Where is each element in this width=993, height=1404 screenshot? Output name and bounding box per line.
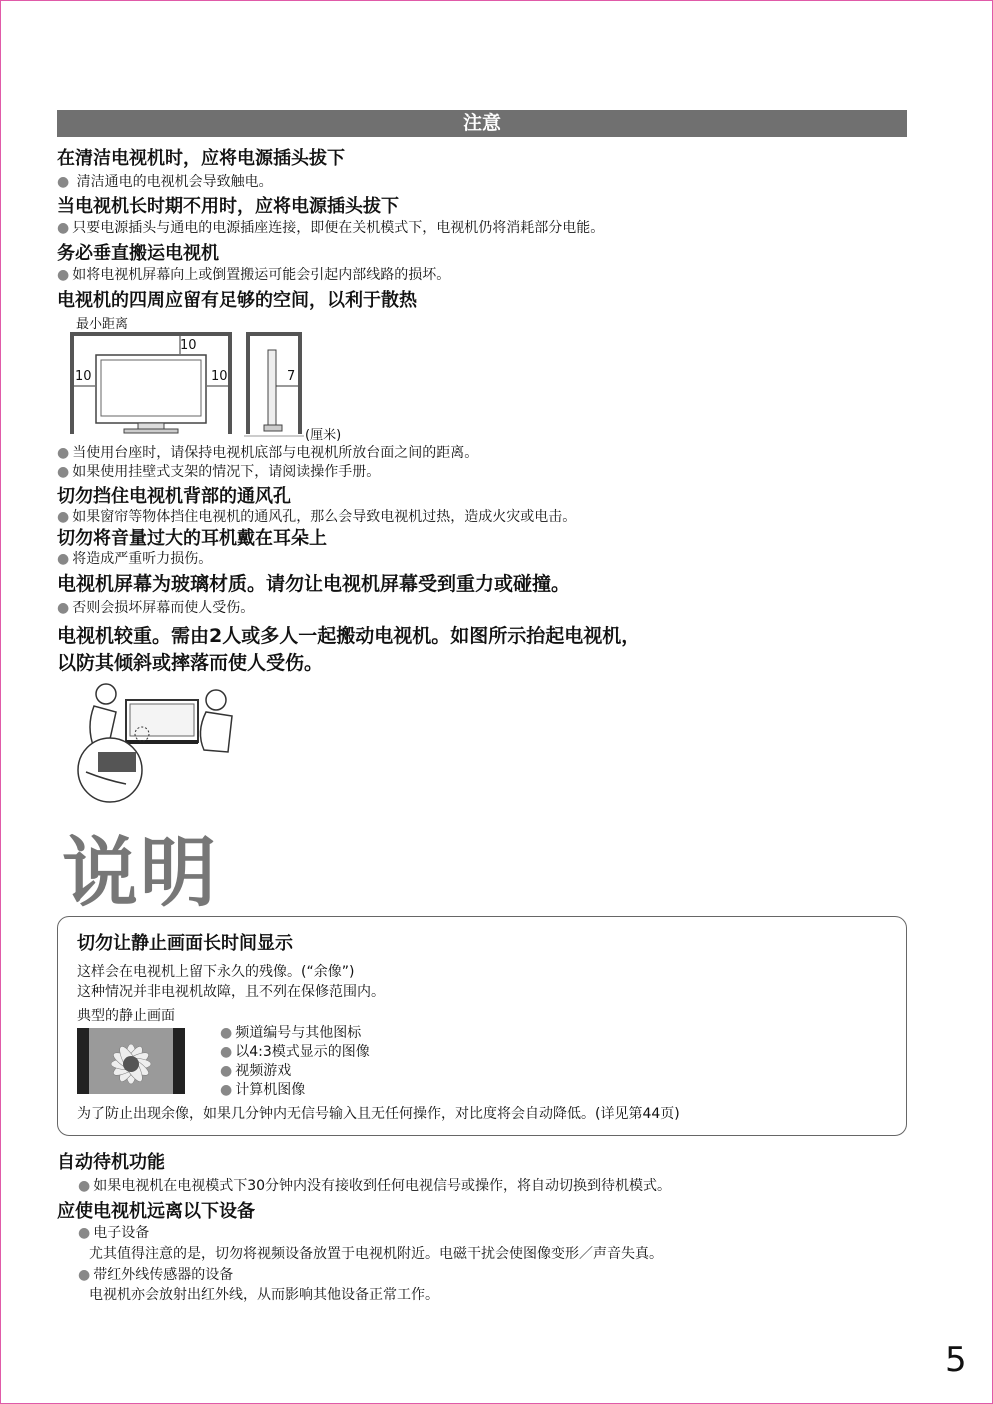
- bullet-icon: ●: [220, 1063, 233, 1079]
- bullet-electronic: [78, 1222, 149, 1242]
- bullet-wall-bracket: [57, 461, 380, 481]
- bullet-icon: ●: [57, 174, 70, 190]
- heading-auto-standby: 自动待机功能: [57, 1152, 165, 1173]
- static-image-example: [77, 1028, 185, 1094]
- heading-heavy-l2: 以防其倾斜或摔落而使人受伤。: [57, 652, 324, 674]
- list-item-text: 频道编号与其他图标: [235, 1025, 362, 1041]
- heading-vents: 切勿挡住电视机背部的通风孔: [57, 486, 291, 507]
- heading-long-unused: 当电视机长时期不用时，应将电源插头拔下: [57, 196, 399, 217]
- dim-right: 10: [211, 369, 228, 384]
- bullet-long-unused: [57, 217, 604, 237]
- list-item: [220, 1041, 370, 1061]
- box-p2: 这种情况并非电视机故障，且不列在保修范围内。: [77, 984, 385, 1000]
- box-p1: 这样会在电视机上留下永久的残像。(“余像”): [77, 964, 355, 980]
- bullet-icon: ●: [57, 445, 70, 461]
- caution-banner: 注意: [57, 110, 907, 137]
- heading-vertical-carry: 务必垂直搬运电视机: [57, 243, 219, 264]
- page-number: 5: [945, 1340, 967, 1380]
- side-view-illustration: [244, 334, 304, 436]
- list-item: [220, 1022, 361, 1042]
- min-distance-label: 最小距离: [76, 317, 129, 332]
- bullet-text: 清洁通电的电视机会导致触电。: [76, 174, 273, 190]
- bullet-text: 如将电视机屏幕向上或倒置搬运可能会引起内部线路的损坏。: [72, 267, 451, 283]
- bullet-vertical-carry: [57, 264, 450, 284]
- bullet-icon: ●: [57, 267, 70, 283]
- two-person-lift-illustration: [76, 682, 246, 812]
- front-view-illustration: [72, 334, 230, 434]
- heading-keep-away: 应使电视机远离以下设备: [57, 1201, 255, 1222]
- bullet-text: 将造成严重听力损伤。: [72, 551, 213, 567]
- bullet-auto-standby: [78, 1175, 671, 1195]
- bullet-stand: [57, 442, 478, 462]
- bullet-icon: ●: [57, 551, 70, 567]
- bullet-vents: [57, 506, 576, 526]
- bullet-text: 如果窗帘等物体挡住电视机的通风孔，那么会导致电视机过热，造成火灾或电击。: [72, 509, 577, 525]
- bullet-text: 如果使用挂壁式支架的情况下，请阅读操作手册。: [72, 464, 381, 480]
- bullet-icon: ●: [57, 464, 70, 480]
- notes-title: 说明: [62, 828, 218, 917]
- dim-back: 7: [287, 369, 296, 384]
- bullet-icon: ●: [220, 1025, 233, 1041]
- heading-ventilation-space: 电视机的四周应留有足够的空间，以利于散热: [57, 290, 417, 311]
- bullet-icon: ●: [220, 1082, 233, 1098]
- typical-label: 典型的静止画面: [77, 1008, 175, 1024]
- bullet-text: 只要电源插头与通电的电源插座连接，即便在关机模式下，电视机仍将消耗部分电能。: [72, 220, 605, 236]
- box-title: 切勿让静止画面长时间显示: [77, 933, 293, 954]
- heading-cleaning: 在清洁电视机时，应将电源插头拔下: [57, 148, 345, 169]
- heading-heavy-l1: 电视机较重。需由2人或多人一起搬动电视机。如图所示抬起电视机，: [57, 625, 641, 647]
- bullet-cleaning: [57, 171, 273, 191]
- bullet-text: 当使用台座时，请保持电视机底部与电视机所放台面之间的距离。: [72, 445, 479, 461]
- list-item: [220, 1060, 291, 1080]
- list-item-text: 视频游戏: [235, 1063, 292, 1079]
- dim-left: 10: [75, 369, 92, 384]
- bullet-icon: ●: [78, 1267, 91, 1283]
- bullet-glass-screen: [57, 597, 254, 617]
- heading-glass-screen: 电视机屏幕为玻璃材质。请勿让电视机屏幕受到重力或碰撞。: [57, 573, 571, 595]
- bullet-icon: ●: [57, 509, 70, 525]
- list-item-text: 计算机图像: [235, 1082, 306, 1098]
- bullet-infrared: [78, 1264, 233, 1284]
- dim-top: 10: [180, 338, 197, 353]
- bullet-text: 否则会损坏屏幕而使人受伤。: [72, 600, 255, 616]
- list-item: [220, 1079, 305, 1099]
- bullet-icon: ●: [220, 1044, 233, 1060]
- bullet-headphones: [57, 548, 212, 568]
- bullet-text: 电子设备: [93, 1225, 150, 1241]
- bullet-icon: ●: [78, 1178, 91, 1194]
- bullet-icon: ●: [57, 220, 70, 236]
- unit-cm: (厘米): [305, 428, 342, 443]
- electronic-detail: 尤其值得注意的是，切勿将视频设备放置于电视机附近。电磁干扰会使图像变形／声音失真。: [89, 1246, 663, 1262]
- bullet-icon: ●: [78, 1225, 91, 1241]
- bullet-icon: ●: [57, 600, 70, 616]
- heading-headphones: 切勿将音量过大的耳机戴在耳朵上: [57, 528, 327, 549]
- bullet-text: 如果电视机在电视模式下30分钟内没有接收到任何电视信号或操作，将自动切换到待机模式。: [93, 1178, 672, 1194]
- list-item-text: 以4:3模式显示的图像: [235, 1044, 370, 1060]
- bullet-text: 带红外线传感器的设备: [93, 1267, 234, 1283]
- infrared-detail: 电视机亦会放射出红外线，从而影响其他设备正常工作。: [89, 1287, 439, 1303]
- box-footer: 为了防止出现余像，如果几分钟内无信号输入且无任何操作，对比度将会自动降低。(详见第44页): [77, 1106, 680, 1122]
